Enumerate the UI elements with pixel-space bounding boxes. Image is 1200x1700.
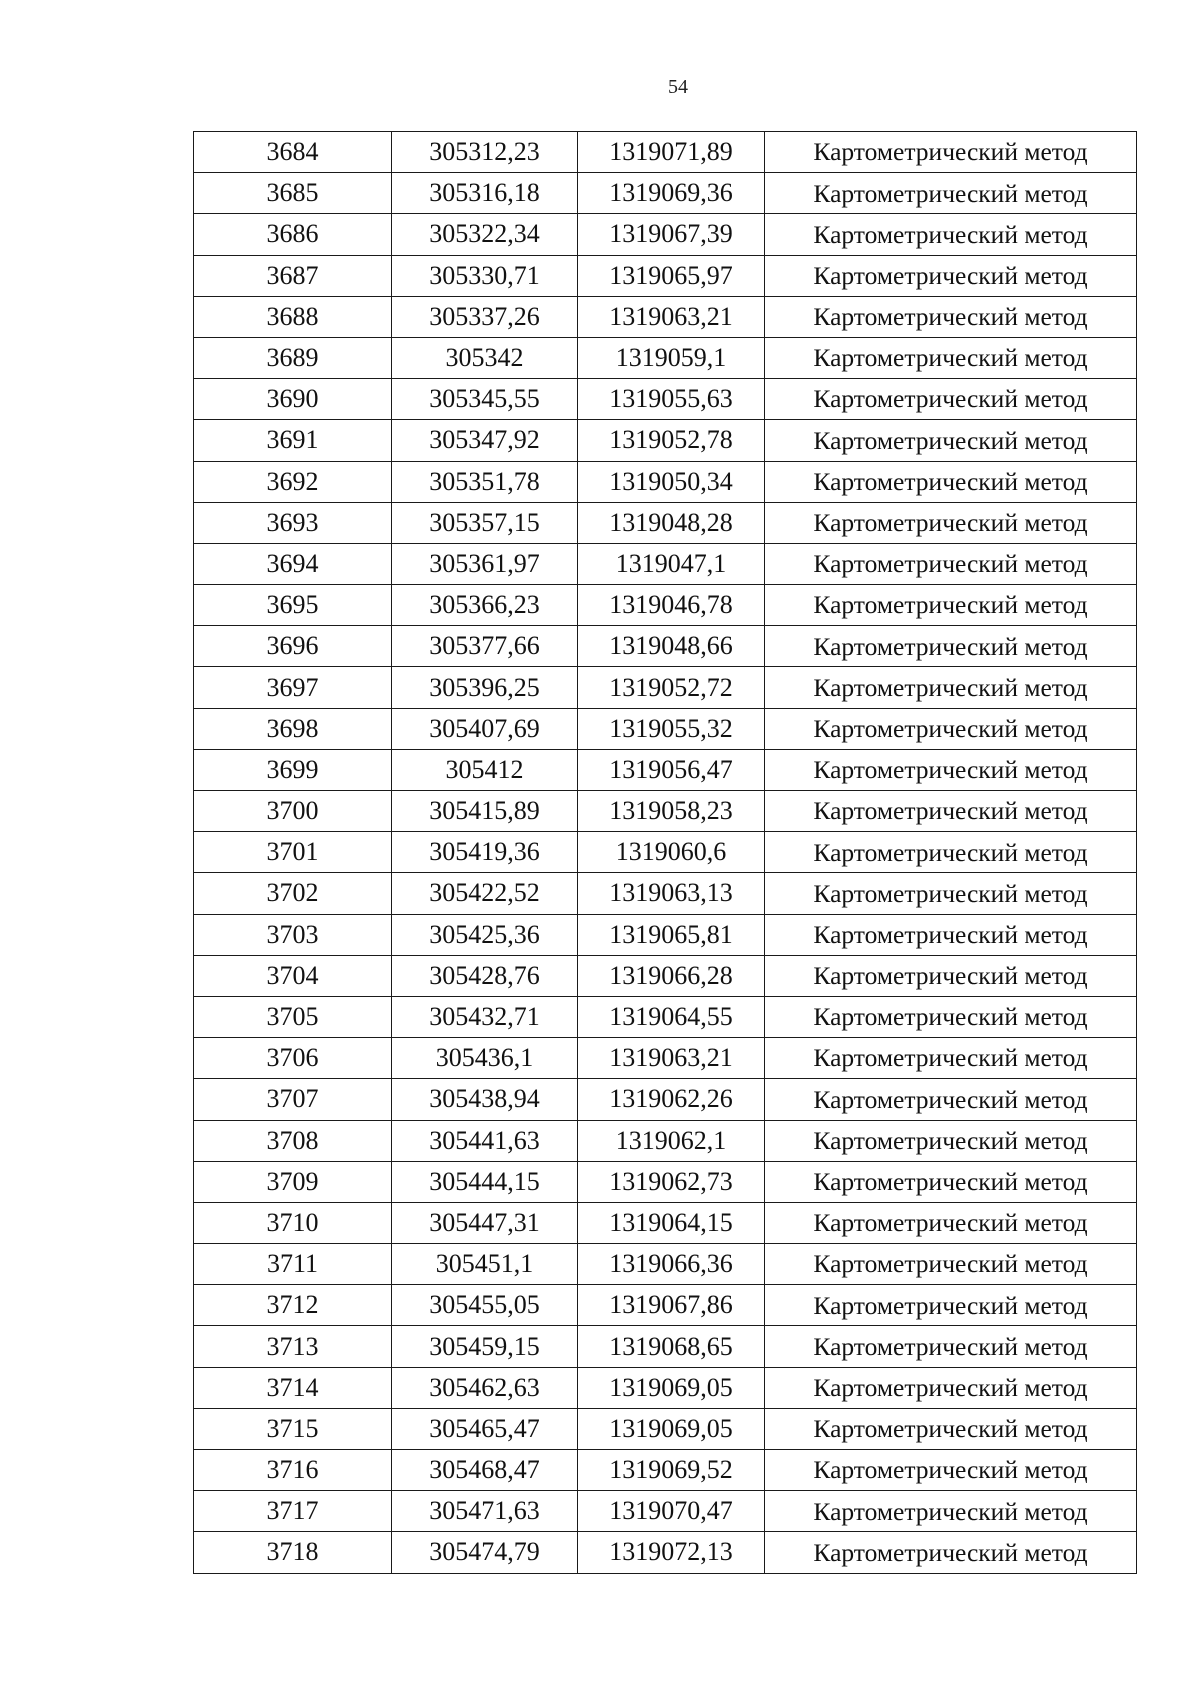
table-row (194, 914, 1137, 955)
x-coordinate-cell: 305459,15 (392, 1326, 578, 1367)
method-cell: Картометрический метод (765, 749, 1137, 790)
table-row (194, 1202, 1137, 1243)
table-row (194, 1285, 1137, 1326)
y-coordinate-cell: 1319064,15 (578, 1202, 765, 1243)
point-number-cell: 3709 (194, 1161, 392, 1202)
x-coordinate-cell: 305432,71 (392, 996, 578, 1037)
point-number-cell: 3702 (194, 873, 392, 914)
method-cell: Картометрический метод (765, 1408, 1137, 1449)
table-row (194, 1326, 1137, 1367)
table-row (194, 173, 1137, 214)
table-row (194, 255, 1137, 296)
x-coordinate-cell: 305342 (392, 337, 578, 378)
point-number-cell: 3714 (194, 1367, 392, 1408)
method-cell: Картометрический метод (765, 255, 1137, 296)
x-coordinate-cell: 305415,89 (392, 791, 578, 832)
page-number: 54 (668, 76, 688, 98)
point-number-cell: 3694 (194, 543, 392, 584)
method-cell: Картометрический метод (765, 1326, 1137, 1367)
x-coordinate-cell: 305419,36 (392, 832, 578, 873)
point-number-cell: 3705 (194, 996, 392, 1037)
y-coordinate-cell: 1319069,05 (578, 1367, 765, 1408)
point-number-cell: 3691 (194, 420, 392, 461)
y-coordinate-cell: 1319069,05 (578, 1408, 765, 1449)
method-cell: Картометрический метод (765, 996, 1137, 1037)
x-coordinate-cell: 305468,47 (392, 1450, 578, 1491)
y-coordinate-cell: 1319048,28 (578, 502, 765, 543)
point-number-cell: 3684 (194, 132, 392, 173)
point-number-cell: 3686 (194, 214, 392, 255)
x-coordinate-cell: 305471,63 (392, 1491, 578, 1532)
table-row (194, 296, 1137, 337)
method-cell: Картометрический метод (765, 1285, 1137, 1326)
y-coordinate-cell: 1319070,47 (578, 1491, 765, 1532)
method-cell: Картометрический метод (765, 708, 1137, 749)
point-number-cell: 3707 (194, 1079, 392, 1120)
x-coordinate-cell: 305312,23 (392, 132, 578, 173)
point-number-cell: 3696 (194, 626, 392, 667)
point-number-cell: 3685 (194, 173, 392, 214)
x-coordinate-cell: 305357,15 (392, 502, 578, 543)
method-cell: Картометрический метод (765, 214, 1137, 255)
table-row (194, 337, 1137, 378)
x-coordinate-cell: 305436,1 (392, 1038, 578, 1079)
method-cell: Картометрический метод (765, 173, 1137, 214)
point-number-cell: 3706 (194, 1038, 392, 1079)
point-number-cell: 3716 (194, 1450, 392, 1491)
y-coordinate-cell: 1319050,34 (578, 461, 765, 502)
point-number-cell: 3718 (194, 1532, 392, 1573)
y-coordinate-cell: 1319062,26 (578, 1079, 765, 1120)
method-cell: Картометрический метод (765, 955, 1137, 996)
point-number-cell: 3698 (194, 708, 392, 749)
y-coordinate-cell: 1319056,47 (578, 749, 765, 790)
table-row (194, 1120, 1137, 1161)
y-coordinate-cell: 1319069,52 (578, 1450, 765, 1491)
x-coordinate-cell: 305444,15 (392, 1161, 578, 1202)
point-number-cell: 3697 (194, 667, 392, 708)
point-number-cell: 3695 (194, 585, 392, 626)
y-coordinate-cell: 1319066,36 (578, 1244, 765, 1285)
method-cell: Картометрический метод (765, 296, 1137, 337)
table-row (194, 214, 1137, 255)
method-cell: Картометрический метод (765, 873, 1137, 914)
method-cell: Картометрический метод (765, 420, 1137, 461)
y-coordinate-cell: 1319067,39 (578, 214, 765, 255)
y-coordinate-cell: 1319064,55 (578, 996, 765, 1037)
y-coordinate-cell: 1319065,81 (578, 914, 765, 955)
table-row (194, 461, 1137, 502)
table-row (194, 1161, 1137, 1202)
method-cell: Картометрический метод (765, 543, 1137, 584)
x-coordinate-cell: 305366,23 (392, 585, 578, 626)
table-row (194, 791, 1137, 832)
method-cell: Картометрический метод (765, 1120, 1137, 1161)
table-row (194, 667, 1137, 708)
table-row (194, 873, 1137, 914)
table-row (194, 1532, 1137, 1573)
y-coordinate-cell: 1319066,28 (578, 955, 765, 996)
y-coordinate-cell: 1319047,1 (578, 543, 765, 584)
x-coordinate-cell: 305465,47 (392, 1408, 578, 1449)
x-coordinate-cell: 305361,97 (392, 543, 578, 584)
x-coordinate-cell: 305337,26 (392, 296, 578, 337)
x-coordinate-cell: 305462,63 (392, 1367, 578, 1408)
x-coordinate-cell: 305316,18 (392, 173, 578, 214)
y-coordinate-cell: 1319063,21 (578, 296, 765, 337)
method-cell: Картометрический метод (765, 626, 1137, 667)
y-coordinate-cell: 1319069,36 (578, 173, 765, 214)
method-cell: Картометрический метод (765, 1244, 1137, 1285)
table-row (194, 1244, 1137, 1285)
point-number-cell: 3688 (194, 296, 392, 337)
y-coordinate-cell: 1319052,72 (578, 667, 765, 708)
method-cell: Картометрический метод (765, 1079, 1137, 1120)
method-cell: Картометрический метод (765, 502, 1137, 543)
point-number-cell: 3708 (194, 1120, 392, 1161)
method-cell: Картометрический метод (765, 1038, 1137, 1079)
method-cell: Картометрический метод (765, 1161, 1137, 1202)
table-row (194, 749, 1137, 790)
y-coordinate-cell: 1319063,13 (578, 873, 765, 914)
y-coordinate-cell: 1319071,89 (578, 132, 765, 173)
y-coordinate-cell: 1319062,73 (578, 1161, 765, 1202)
point-number-cell: 3713 (194, 1326, 392, 1367)
y-coordinate-cell: 1319062,1 (578, 1120, 765, 1161)
x-coordinate-cell: 305345,55 (392, 379, 578, 420)
y-coordinate-cell: 1319048,66 (578, 626, 765, 667)
table-row (194, 132, 1137, 173)
point-number-cell: 3690 (194, 379, 392, 420)
point-number-cell: 3712 (194, 1285, 392, 1326)
y-coordinate-cell: 1319059,1 (578, 337, 765, 378)
table-row (194, 502, 1137, 543)
table-row (194, 1408, 1137, 1449)
y-coordinate-cell: 1319046,78 (578, 585, 765, 626)
x-coordinate-cell: 305428,76 (392, 955, 578, 996)
point-number-cell: 3710 (194, 1202, 392, 1243)
method-cell: Картометрический метод (765, 461, 1137, 502)
table-row (194, 543, 1137, 584)
point-number-cell: 3689 (194, 337, 392, 378)
x-coordinate-cell: 305474,79 (392, 1532, 578, 1573)
point-number-cell: 3699 (194, 749, 392, 790)
method-cell: Картометрический метод (765, 832, 1137, 873)
table-row (194, 955, 1137, 996)
point-number-cell: 3711 (194, 1244, 392, 1285)
table-row (194, 585, 1137, 626)
y-coordinate-cell: 1319065,97 (578, 255, 765, 296)
method-cell: Картометрический метод (765, 337, 1137, 378)
x-coordinate-cell: 305441,63 (392, 1120, 578, 1161)
table-row (194, 420, 1137, 461)
table-row (194, 708, 1137, 749)
y-coordinate-cell: 1319067,86 (578, 1285, 765, 1326)
table-row (194, 1038, 1137, 1079)
coordinates-table (193, 131, 1137, 1574)
x-coordinate-cell: 305407,69 (392, 708, 578, 749)
x-coordinate-cell: 305425,36 (392, 914, 578, 955)
y-coordinate-cell: 1319055,32 (578, 708, 765, 749)
x-coordinate-cell: 305377,66 (392, 626, 578, 667)
y-coordinate-cell: 1319063,21 (578, 1038, 765, 1079)
method-cell: Картометрический метод (765, 667, 1137, 708)
method-cell: Картометрический метод (765, 585, 1137, 626)
point-number-cell: 3701 (194, 832, 392, 873)
x-coordinate-cell: 305447,31 (392, 1202, 578, 1243)
method-cell: Картометрический метод (765, 379, 1137, 420)
y-coordinate-cell: 1319055,63 (578, 379, 765, 420)
point-number-cell: 3704 (194, 955, 392, 996)
point-number-cell: 3687 (194, 255, 392, 296)
x-coordinate-cell: 305347,92 (392, 420, 578, 461)
table-row (194, 832, 1137, 873)
method-cell: Картометрический метод (765, 1450, 1137, 1491)
method-cell: Картометрический метод (765, 914, 1137, 955)
method-cell: Картометрический метод (765, 1491, 1137, 1532)
table-row (194, 626, 1137, 667)
method-cell: Картометрический метод (765, 791, 1137, 832)
method-cell: Картометрический метод (765, 1532, 1137, 1573)
x-coordinate-cell: 305396,25 (392, 667, 578, 708)
y-coordinate-cell: 1319060,6 (578, 832, 765, 873)
table-row (194, 1491, 1137, 1532)
x-coordinate-cell: 305322,34 (392, 214, 578, 255)
table-row (194, 996, 1137, 1037)
x-coordinate-cell: 305422,52 (392, 873, 578, 914)
y-coordinate-cell: 1319058,23 (578, 791, 765, 832)
x-coordinate-cell: 305351,78 (392, 461, 578, 502)
point-number-cell: 3715 (194, 1408, 392, 1449)
method-cell: Картометрический метод (765, 1367, 1137, 1408)
table-row (194, 1079, 1137, 1120)
y-coordinate-cell: 1319052,78 (578, 420, 765, 461)
x-coordinate-cell: 305451,1 (392, 1244, 578, 1285)
x-coordinate-cell: 305455,05 (392, 1285, 578, 1326)
method-cell: Картометрический метод (765, 132, 1137, 173)
table-row (194, 1367, 1137, 1408)
coordinates-table-body (194, 132, 1137, 1574)
table-row (194, 1450, 1137, 1491)
x-coordinate-cell: 305438,94 (392, 1079, 578, 1120)
point-number-cell: 3717 (194, 1491, 392, 1532)
x-coordinate-cell: 305330,71 (392, 255, 578, 296)
table-row (194, 379, 1137, 420)
y-coordinate-cell: 1319072,13 (578, 1532, 765, 1573)
point-number-cell: 3703 (194, 914, 392, 955)
method-cell: Картометрический метод (765, 1202, 1137, 1243)
y-coordinate-cell: 1319068,65 (578, 1326, 765, 1367)
x-coordinate-cell: 305412 (392, 749, 578, 790)
point-number-cell: 3692 (194, 461, 392, 502)
point-number-cell: 3693 (194, 502, 392, 543)
point-number-cell: 3700 (194, 791, 392, 832)
